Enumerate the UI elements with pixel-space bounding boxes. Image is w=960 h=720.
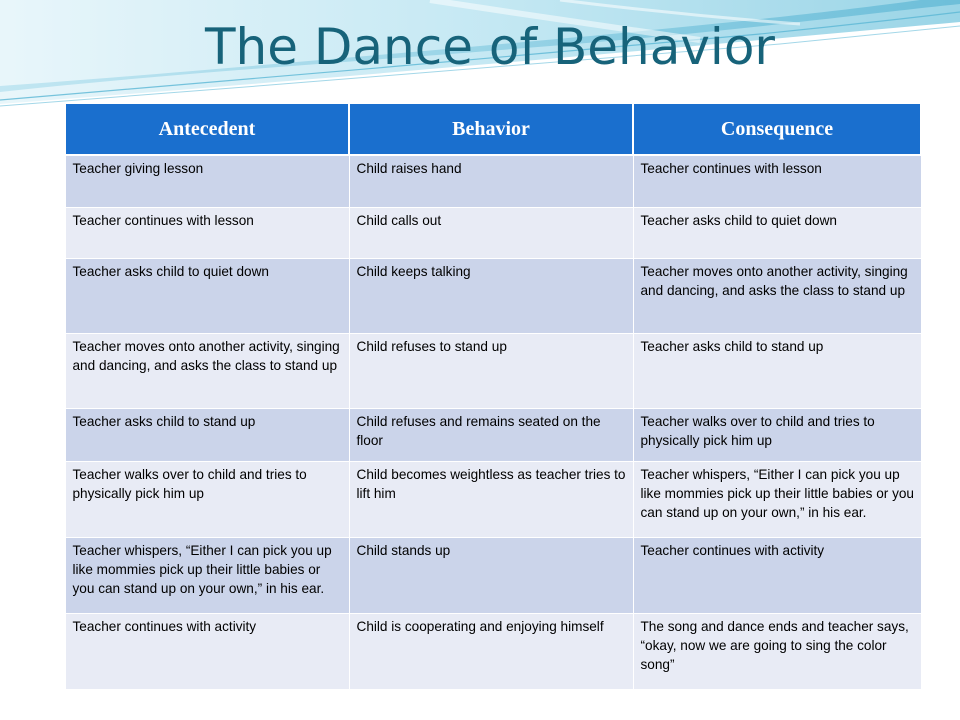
consequence-cell: Teacher continues with lesson	[633, 155, 921, 207]
consequence-cell: Teacher walks over to child and tries to physically pick him up	[633, 408, 921, 461]
antecedent-cell: Teacher continues with activity	[65, 613, 349, 689]
table-row	[65, 155, 921, 207]
behavior-cell: Child raises hand	[349, 155, 633, 207]
table-row	[65, 258, 921, 333]
behavior-cell: Child calls out	[349, 207, 633, 258]
consequence-cell: Teacher moves onto another activity, singing and dancing, and asks the class to stand up	[633, 258, 921, 333]
table-row	[65, 333, 921, 408]
behavior-cell: Child refuses and remains seated on the floor	[349, 408, 633, 461]
table-row	[65, 207, 921, 258]
antecedent-cell: Teacher continues with lesson	[65, 207, 349, 258]
behavior-cell: Child is cooperating and enjoying himself	[349, 613, 633, 689]
consequence-cell: Teacher asks child to quiet down	[633, 207, 921, 258]
behavior-cell: Child stands up	[349, 537, 633, 613]
antecedent-cell: Teacher moves onto another activity, singing and dancing, and asks the class to stand up	[65, 333, 349, 408]
behavior-cell: Child keeps talking	[349, 258, 633, 333]
table-row	[65, 613, 921, 689]
slide-title: The Dance of Behavior	[205, 18, 775, 76]
header-consequence: Consequence	[633, 103, 921, 155]
consequence-cell: Teacher asks child to stand up	[633, 333, 921, 408]
consequence-cell: Teacher whispers, “Either I can pick you up like mommies pick up their little babies or you can stand up on your own,” in his ear.	[633, 461, 921, 537]
header-antecedent: Antecedent	[65, 103, 349, 155]
behavior-table	[64, 102, 922, 690]
header-behavior: Behavior	[349, 103, 633, 155]
table-row	[65, 537, 921, 613]
antecedent-cell: Teacher asks child to quiet down	[65, 258, 349, 333]
behavior-cell: Child becomes weightless as teacher tries to lift him	[349, 461, 633, 537]
antecedent-cell: Teacher whispers, “Either I can pick you up like mommies pick up their little babies or you can stand up on your own,” in his ear.	[65, 537, 349, 613]
consequence-cell: Teacher continues with activity	[633, 537, 921, 613]
antecedent-cell: Teacher asks child to stand up	[65, 408, 349, 461]
behavior-cell: Child refuses to stand up	[349, 333, 633, 408]
antecedent-cell: Teacher giving lesson	[65, 155, 349, 207]
consequence-cell: The song and dance ends and teacher says, “okay, now we are going to sing the color song”	[633, 613, 921, 689]
table-row	[65, 461, 921, 537]
antecedent-cell: Teacher walks over to child and tries to physically pick him up	[65, 461, 349, 537]
table-header-row	[65, 103, 921, 155]
table-row	[65, 408, 921, 461]
